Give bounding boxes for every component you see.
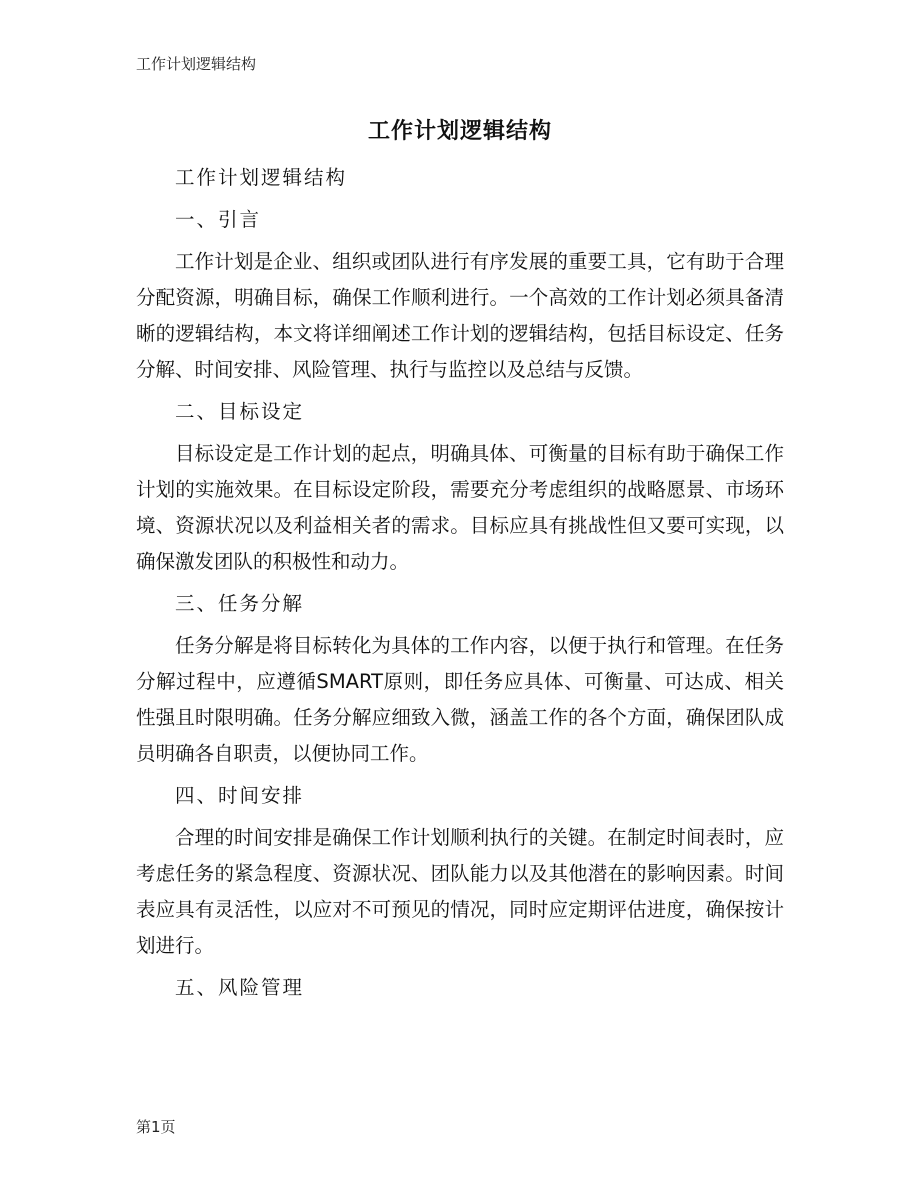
page-number: 第1页 xyxy=(136,1118,176,1136)
section-heading-intro: 一、引言 xyxy=(175,208,262,231)
body-subtitle: 工作计划逻辑结构 xyxy=(175,166,348,189)
section-paragraph-intro: 工作计划是企业、组织或团队进行有序发展的重要工具，它有助于合理分配资源，明确目标，确保工作顺利进行。一个高效的工作计划必须具备清晰的逻辑结构，本文将详细阐述工作计划的逻辑结构，包括目标设定、任务分解、时间安排、风险管理、执行与监控以及总结与反馈。 xyxy=(136,250,784,381)
section-paragraph-task-breakdown: 任务分解是将目标转化为具体的工作内容，以便于执行和管理。在任务分解过程中，应遵循SMART原则，即任务应具体、可衡量、可达成、相关性强且时限明确。任务分解应细致入微，涵盖工作的各个方面，确保团队成员明确各自职责，以便协同工作。 xyxy=(136,634,784,765)
running-header: 工作计划逻辑结构 xyxy=(136,55,257,73)
section-paragraph-scheduling: 合理的时间安排是确保工作计划顺利执行的关键。在制定时间表时，应考虑任务的紧急程度、资源状况、团队能力以及其他潜在的影响因素。时间表应具有灵活性，以应对不可预见的情况，同时应定期评估进度，确保按计划进行。 xyxy=(136,826,784,957)
document-title: 工作计划逻辑结构 xyxy=(367,119,552,144)
section-heading-risk-management: 五、风险管理 xyxy=(175,976,305,999)
section-heading-goal-setting: 二、目标设定 xyxy=(175,400,305,423)
section-heading-task-breakdown: 三、任务分解 xyxy=(175,592,305,615)
section-heading-scheduling: 四、时间安排 xyxy=(175,784,305,807)
section-paragraph-goal-setting: 目标设定是工作计划的起点，明确具体、可衡量的目标有助于确保工作计划的实施效果。在目标设定阶段，需要充分考虑组织的战略愿景、市场环境、资源状况以及利益相关者的需求。目标应具有挑战性但又要可实现，以确保激发团队的积极性和动力。 xyxy=(136,442,784,573)
document-body xyxy=(136,160,784,1012)
